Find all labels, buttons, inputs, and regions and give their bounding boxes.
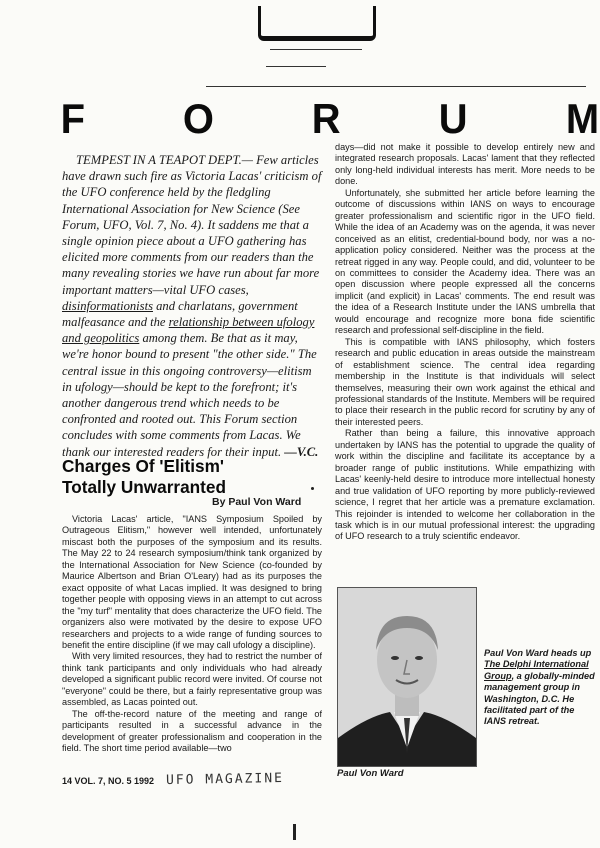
intro-paragraph	[62, 152, 322, 460]
caption-text: , a globally-minded management group in Washington, D.C. He facilitated part of the IANS retreat.	[484, 670, 595, 727]
top-rule	[270, 49, 362, 50]
author-photo	[337, 587, 477, 767]
section-title	[60, 96, 600, 142]
body-paragraph: Unfortunately, she submitted her article before learning the outcome of discussions within IANS on ways to encourage greater professionalism and scientific rigor in the UFO field. While the idea of an Academy was on the agenda, it was never conceived as an elitist, credential-bound body, nor was a no-application policy considered. Neither was the process at the retreat rigged in any way. People could, and did, volunteer to be on committees to consider the Academy idea. There was an open discussion where people expressed all the concerns implicit (and explicit) in Lacas' comments. The end result was the idea of a Research Institute under the IANS umbrella that would encourage and recognize more bona fide scientific research and professional self-discipline in the field.	[335, 187, 595, 336]
intro-text: TEMPEST IN A TEAPOT DEPT.—	[76, 153, 253, 167]
organization-name: The Delphi International Group	[484, 659, 589, 681]
title-letter: O	[182, 95, 214, 142]
title-letter: U	[438, 95, 468, 142]
title-letter: M	[565, 95, 600, 142]
intro-text: and charlatans, government malfeasance and the	[62, 298, 298, 330]
title-letter: F	[60, 95, 86, 142]
article-headline	[62, 456, 322, 498]
intro-text: Few articles have drawn such fire as Victoria Lacas' criticism of the UFO conference held by the fledgling International Association for New Science (See Forum, UFO, Vol. 7, No. 4). It saddens me that a single opinion piece about a UFO gathering has elicited more comments from our readers than the many revealing stories we have run about far more important matters—vital UFO cases,	[62, 153, 322, 297]
title-letter: R	[312, 95, 341, 142]
portrait-illustration	[338, 588, 476, 766]
body-paragraph: With very limited resources, they had to restrict the number of think tank participants and only individuals who had already developed a significant public record were invited. Of course not "everyone" could be there, but a fairly representative group was assembled, as Lacas pointed out.	[62, 651, 322, 708]
body-paragraph: days—did not make it possible to develop entirely new and integrated research proposals. Lacas' lament that they reflected only long-held individual interests has merit. More needs to be done.	[335, 142, 595, 187]
article-body-right	[335, 142, 595, 577]
body-paragraph: Rather than being a failure, this innovative approach undertaken by IANS has the potential to upgrade the quality of work within the discipline and facilitate its acceptance by a broader range of public institutions. While empathizing with Lacas' keenly-held desire to introduce more intellectual honesty and true validation of UFO reporting by more publicly-reviewed science, I regret that her article was a premature exclamation. This rejoinder is intended to welcome her collaboration in the task which is in our mutual professional interest: the upgrading of UFO research to a truly scientific endeavor.	[335, 428, 595, 542]
intro-text: among them. Be that as it may, we're honor bound to present "the other side." The central issue in this ongoing controversy—elitism in ufology—should be kept to the forefront; it's another dangerous trend which needs to be confronted and rooted out. This Forum section concludes with some comments from Lacas. We thank our interested readers for their input.	[62, 331, 317, 459]
stray-mark	[311, 487, 314, 490]
underlined-phrase: relationship between ufology and geopolitics	[62, 315, 315, 346]
top-rule	[266, 66, 326, 67]
scan-mark	[293, 824, 296, 840]
title-rule	[206, 86, 586, 87]
body-paragraph: The off-the-record nature of the meeting and range of participants resulted in a successful advance in the development of greater professionalism and cooperation in the field. The short time period available—two	[62, 708, 322, 754]
byline: By Paul Von Ward	[212, 496, 302, 508]
handwritten-note: UFO MAGAZINE	[165, 770, 285, 789]
editor-signature: —V.C.	[284, 444, 319, 459]
photo-caption: Paul Von Ward	[337, 768, 404, 779]
author-bio-caption	[484, 648, 596, 728]
underlined-phrase: disinformationists	[62, 298, 153, 313]
headline-line: Charges Of 'Elitism'	[62, 456, 224, 476]
body-paragraph: Victoria Lacas' article, "IANS Symposium Spoiled by Outrageous Elitism," however well intended, unfortunately miscast both the purposes of the symposium and its results. The May 22 to 24 research symposium/think tank organized by the International Association for New Science (co-founded by Maurice Albertson and Brian O'Leary) had as its purposes the exact opposite of what Lacas implied. It was designed to bring together people with opposing views in an attempt to cut across the "my turf" mentality that does characterize the UFO field. The organizers also were motivated by the desire to expose UFO researchers and projects to a wide range of funding sources to benefit the entire discipline (if we may call ufology a discipline).	[62, 514, 322, 650]
top-bracket-mark	[258, 6, 376, 41]
body-paragraph: This is compatible with IANS philosophy, which fosters research and public education in areas outside the mainstream of establishment science. The central idea regarding membership in the Institute is that individuals will select themselves, measuring their own work against the ethical and professional standards of the Institute. Members will be required to place their research in the public record for scrutiny by any of their interested peers.	[335, 336, 595, 427]
article-body-left	[62, 514, 322, 764]
headline-line: Totally Unwarranted	[62, 477, 226, 497]
caption-text: Paul Von Ward heads up	[484, 648, 592, 658]
page-folio: 14 VOL. 7, NO. 5 1992	[62, 776, 155, 786]
editor-intro	[62, 152, 322, 460]
